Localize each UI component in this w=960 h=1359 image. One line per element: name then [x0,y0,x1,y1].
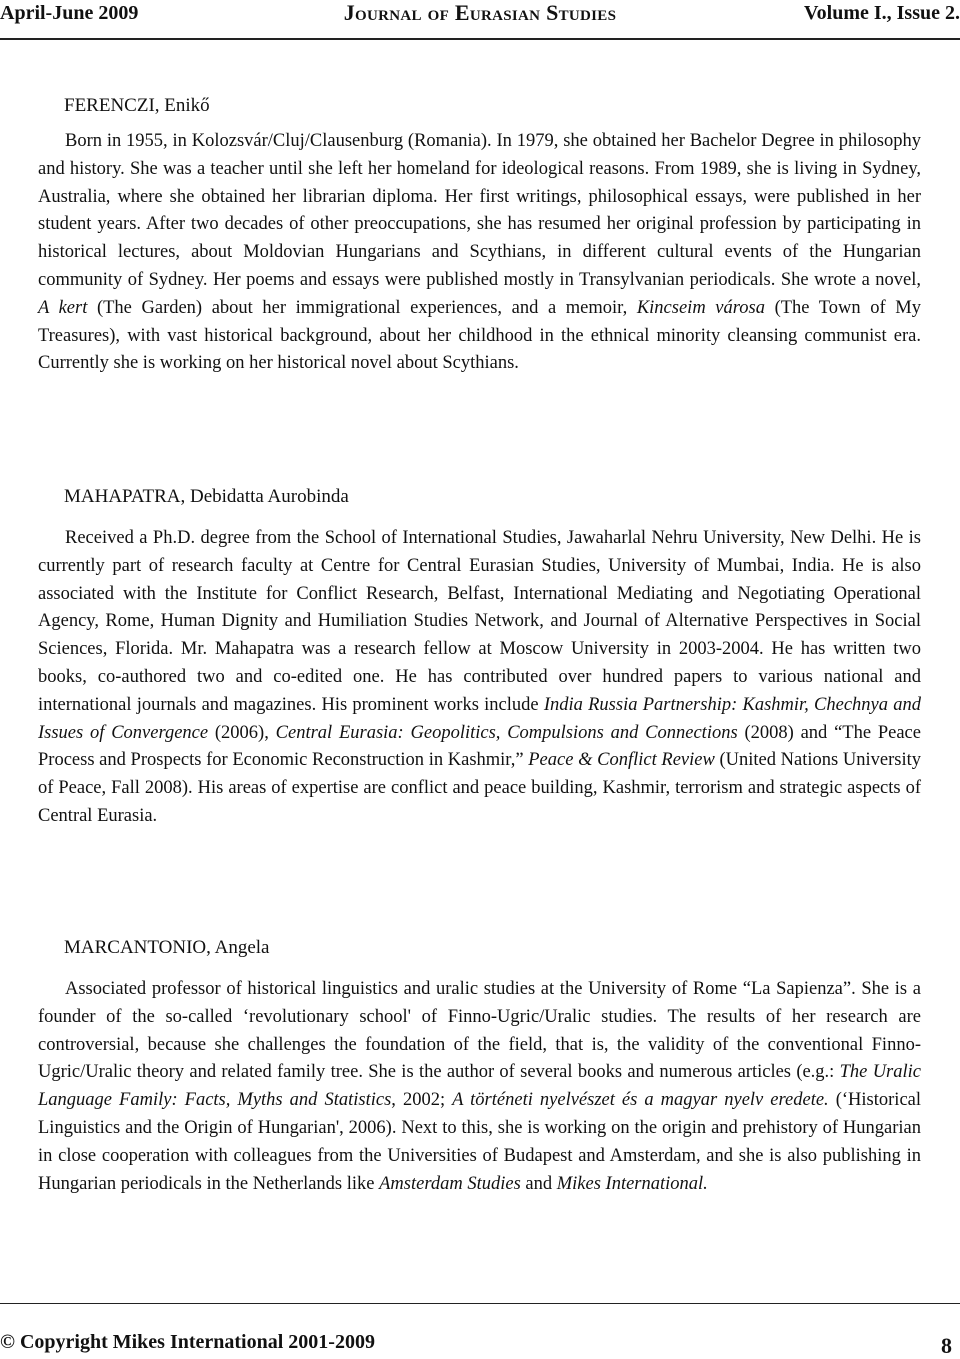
page-number: 8 [941,1333,952,1358]
bio-text-part: (The Garden) about her immigrational experiences, and a memoir, [87,297,637,318]
issue-date: April-June 2009 [0,2,139,24]
bio-name-marcantonio: MARCANTONIO, Angela [64,937,270,958]
bio-name-ferenczi: FERENCZI, Enikő [64,95,210,116]
bio-text-part: (2008) and “The Peace Process and Prospects for Economic Reconstruction in Kashmir,” [38,722,921,771]
bio-text-marcantonio [38,976,921,1198]
footer-divider [0,1303,960,1304]
volume-issue: Volume I., Issue 2. [804,2,960,24]
header-divider [0,38,960,40]
page-header [0,0,960,40]
bio-text-part: (‘Historical Linguistics and the Origin of Hungarian', 2006). Next to this, she is working on the origin and prehistory of Hungarian in close cooperation with colleagues from the Universities of Budapest and Amsterdam, and she is also publishing in Hungarian periodicals in the Netherlands like [38,1090,922,1194]
bio-text-part: and [520,1173,557,1194]
bio-text-part: (2006), [208,722,276,743]
book-title: The Uralic Language Family: Facts, Myths and Statistics [38,1062,921,1111]
book-title: Central Eurasia: Geopolitics, Compulsions and Connections [275,722,738,743]
bio-text-part: (United Nations University of Peace, Fall 2008). His areas of expertise are conflict and peace building, Kashmir, terrorism and strategic aspects of Central Eurasia. [38,750,921,826]
bio-text-ferenczi [38,128,921,378]
book-title: A történeti nyelvészet és a magyar nyelv eredete. [452,1090,829,1111]
book-title: Kincseim városa [636,297,765,318]
journal-name: Amsterdam Studies [379,1173,521,1194]
journal-name: Peace & Conflict Review [528,750,715,771]
bio-text-part: Associated professor of historical linguistics and uralic studies at the University of Rome “La Sapienza”. She is a founder of the so-called ‘revolutionary school' of Finno-Ugric/Uralic studies. The results of her research are controversial, because she challenges the foundation of the field, that is, the validity of the conventional Finno-Ugric/Uralic theory and related family tree. She is the author of several books and numerous articles (e.g.: [38,979,921,1083]
copyright-notice: © Copyright Mikes International 2001-2009 [0,1331,375,1353]
bio-text-part: (The Town of My Treasures), with vast historical background, about her childhood in the ethnical minority cleansing communist era. Currently she is working on her historical novel about Scythians. [38,297,921,374]
journal-title: Journal of Eurasian Studies [343,0,617,25]
bio-text-mahapatra [38,525,921,831]
journal-name: Mikes International. [556,1173,708,1194]
bio-text-part: , 2002; [391,1090,453,1111]
book-title: India Russia Partnership: Kashmir, Chechnya and Issues of Convergence [38,694,921,743]
bio-text-part: Born in 1955, in Kolozsvár/Cluj/Clausenburg (Romania). In 1979, she obtained her Bachelor Degree in philosophy and history. She was a teacher until she left her homeland for ideological reasons. From 1989, she is living in Sydney, Australia, where she obtained her librarian diploma. Her first writings, philosophical essays, were published in her student years. After two decades of other preoccupations, she has resumed her original profession by participating in historical lectures, about Moldovian Hungarians and Scythians, in different cultural events of the Hungarian community of Sydney. Her poems and essays were published mostly in Transylvanian periodicals. She wrote a novel, [38,131,921,290]
bio-text-part: Received a Ph.D. degree from the School of International Studies, Jawaharlal Nehru University, New Delhi. He is currently part of research faculty at Centre for Central Eurasian Studies, University of Mumbai, India. He is also associated with the Institute for Conflict Research, Belfast, International Mediating and Negotiating Operational Agency, Rome, Human Dignity and Humiliation Studies Network, and Journal of Alternative Perspectives in Social Sciences, Florida. Mr. Mahapatra was a research fellow at Moscow University in 2003-2004. He has written two books, co-authored two and co-edited one. He has contributed over hundred papers to various national and international journals and magazines. His prominent works include [38,528,921,715]
bio-name-mahapatra: MAHAPATRA, Debidatta Aurobinda [64,486,349,507]
book-title: A kert [38,297,88,318]
